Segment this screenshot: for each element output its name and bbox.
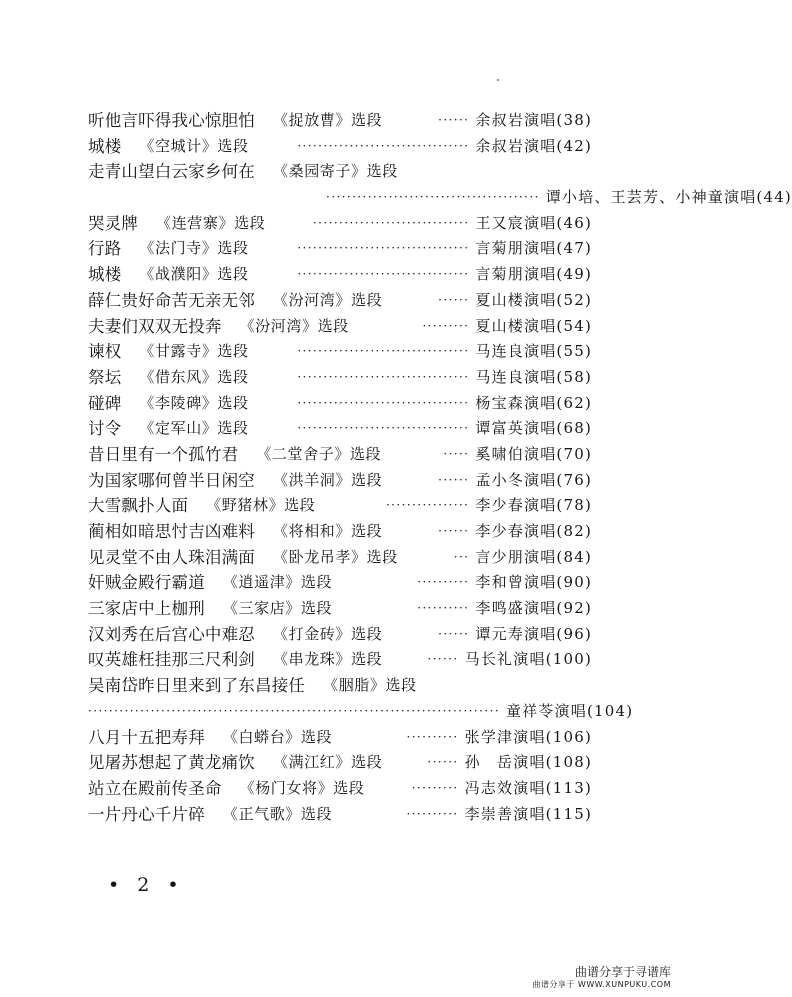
entry-performer-page: 马连良演唱(55)	[475, 342, 592, 361]
leader-dots: ······························	[312, 215, 470, 230]
leader-dots: ·································	[297, 138, 470, 153]
toc-entry[interactable]	[88, 647, 592, 673]
leader-dots: ··········	[417, 575, 470, 590]
entry-title: 讨令	[88, 419, 122, 439]
entry-opera: 《逍遥津》选段	[222, 573, 333, 592]
scan-speck	[497, 79, 499, 81]
entry-title: 祭坛	[88, 367, 122, 387]
leader-dots: ······	[438, 113, 470, 127]
entry-title: 吴南岱昨日里来到了东昌接任	[88, 676, 306, 696]
leader-dots: ·································	[297, 395, 470, 410]
leader-dots: ··········	[406, 806, 459, 821]
entry-performer-page: 谭小培、王芸芳、小神童演唱(44)	[545, 188, 792, 207]
entry-performer-page: 孟小冬演唱(76)	[475, 470, 592, 489]
leader-dots: ······	[438, 626, 470, 641]
entry-opera: 《卧龙吊孝》选段	[273, 547, 398, 566]
leader-dots: ·································	[297, 241, 470, 256]
leader-dots: ··········	[406, 729, 459, 744]
toc-entry[interactable]	[88, 262, 592, 288]
entry-opera: 《法门寺》选段	[139, 239, 249, 258]
entry-opera: 《空城计》选段	[139, 136, 249, 155]
entry-performer-page: 马长礼演唱(100)	[464, 650, 592, 669]
toc-entry[interactable]	[88, 288, 592, 314]
toc-entry[interactable]	[88, 802, 592, 828]
toc-entry[interactable]	[88, 211, 592, 237]
toc-entry[interactable]	[88, 468, 592, 494]
entry-performer-page: 李少春演唱(82)	[475, 522, 592, 540]
entry-title: 薛仁贵好命苦无亲无邻	[88, 290, 255, 310]
leader-dots: ······	[438, 472, 470, 487]
table-of-contents	[88, 108, 792, 827]
entry-performer-page: 张学津演唱(106)	[464, 727, 592, 746]
toc-entry[interactable]	[88, 776, 592, 802]
entry-title: 夫妻们双双无投奔	[88, 316, 222, 336]
entry-title: 为国家哪何曾半日闲空	[88, 470, 255, 490]
entry-title: 昔日里有一个孤竹君	[88, 444, 239, 464]
entry-performer-page: 余叔岩演唱(38)	[475, 111, 592, 129]
toc-entry-continuation[interactable]	[88, 699, 634, 725]
entry-performer-page: 李崇善演唱(115)	[464, 804, 592, 823]
entry-title: 奸贼金殿行霸道	[88, 573, 205, 593]
leader-dots: ······	[438, 524, 470, 538]
entry-opera: 《野猪林》选段	[206, 496, 316, 515]
entry-title: 听他言吓得我心惊胆怕	[88, 111, 255, 130]
entry-performer-page: 杨宝森演唱(62)	[475, 393, 592, 412]
entry-opera: 《借东风》选段	[139, 367, 249, 386]
entry-opera: 《白蟒台》选段	[222, 727, 333, 746]
entry-opera: 《洪羊洞》选段	[273, 470, 383, 489]
entry-opera: 《连营寨》选段	[156, 213, 266, 232]
entry-opera: 《满江红》选段	[273, 753, 383, 772]
entry-opera: 《正气歌》选段	[222, 804, 333, 823]
leader-dots: ·········	[422, 318, 470, 333]
entry-opera: 《甘露寺》选段	[139, 342, 249, 361]
entry-performer-page: 王又宸演唱(46)	[475, 213, 592, 232]
entry-opera: 《捉放曹》选段	[273, 111, 383, 129]
toc-entry[interactable]	[88, 519, 592, 545]
entry-opera: 《战濮阳》选段	[139, 265, 249, 284]
entry-opera: 《桑园寄子》选段	[273, 162, 398, 181]
toc-entry[interactable]	[88, 236, 592, 262]
entry-opera: 《打金砖》选段	[273, 624, 383, 643]
leader-dots: ······	[427, 755, 459, 770]
leader-dots: ···	[453, 549, 470, 564]
entry-opera: 《汾河湾》选段	[239, 316, 349, 335]
entry-title: 八月十五把寿拜	[88, 727, 205, 747]
toc-entry[interactable]	[88, 108, 592, 134]
entry-opera: 《定军山》选段	[139, 419, 249, 438]
entry-opera: 《将相和》选段	[273, 522, 383, 540]
leader-dots: ·································	[297, 421, 470, 436]
toc-entry[interactable]	[88, 545, 592, 571]
leader-dots: ·········	[411, 780, 459, 795]
leader-dots: ······	[438, 292, 470, 307]
entry-title: 碰碑	[88, 393, 122, 413]
entry-title: 谏权	[88, 342, 122, 362]
toc-entry-continuation[interactable]	[88, 185, 792, 211]
entry-opera: 《李陵碑》选段	[139, 393, 249, 412]
toc-entry[interactable]	[88, 365, 592, 391]
toc-entry[interactable]	[88, 570, 592, 596]
entry-performer-page: 余叔岩演唱(42)	[475, 136, 592, 155]
entry-performer-page: 谭富英演唱(68)	[475, 419, 592, 438]
watermark	[532, 964, 671, 990]
entry-opera: 《串龙珠》选段	[273, 650, 383, 669]
entry-title: 汉刘秀在后宫心中难忍	[88, 624, 255, 644]
leader-dots: ················	[385, 498, 470, 513]
entry-performer-page: 言菊朋演唱(49)	[475, 265, 592, 284]
toc-entry[interactable]	[88, 134, 592, 160]
toc-entry[interactable]	[88, 339, 592, 365]
entry-performer-page: 奚啸伯演唱(70)	[475, 444, 592, 463]
entry-opera: 《三家店》选段	[222, 599, 333, 618]
leader-dots: ·································	[297, 344, 470, 359]
leader-dots: ·····	[443, 446, 470, 461]
leader-dots: ·································	[297, 267, 470, 282]
toc-entry[interactable]	[88, 725, 592, 751]
toc-entry[interactable]	[88, 596, 592, 622]
entry-performer-page: 马连良演唱(58)	[475, 367, 592, 386]
leader-dots: ··········	[417, 601, 470, 616]
leader-dots: ······	[427, 652, 459, 667]
entry-opera: 《胭脂》选段	[323, 676, 417, 695]
entry-title: 走青山望白云家乡何在	[88, 162, 255, 182]
toc-entry[interactable]	[88, 493, 592, 519]
leader-dots: ·········································	[326, 190, 540, 205]
entry-title: 叹英雄枉挂那三尺利剑	[88, 650, 255, 670]
watermark-text: 曲谱分享于寻谱库	[574, 965, 671, 979]
entry-performer-page: 童祥苓演唱(104)	[505, 701, 634, 720]
entry-performer-page: 孙 岳演唱(108)	[464, 753, 592, 772]
entry-title: 城楼	[88, 136, 122, 156]
toc-entry[interactable]	[88, 159, 592, 185]
entry-opera: 《杨门女将》选段	[239, 778, 365, 797]
toc-entry[interactable]	[88, 314, 592, 340]
entry-title: 哭灵牌	[88, 213, 139, 233]
toc-entry[interactable]	[88, 442, 592, 468]
entry-performer-page: 李和曾演唱(90)	[475, 573, 592, 592]
entry-title: 一片丹心千片碎	[88, 804, 205, 824]
leader-dots: ···············································································	[88, 703, 500, 718]
entry-performer-page: 李少春演唱(78)	[475, 496, 592, 515]
toc-entry[interactable]	[88, 750, 592, 776]
entry-title: 大雪飘扑人面	[88, 496, 189, 516]
toc-entry[interactable]	[88, 416, 592, 442]
entry-title: 站立在殿前传圣命	[88, 778, 222, 798]
entry-performer-page: 夏山楼演唱(54)	[475, 316, 592, 335]
entry-opera: 《二堂舍子》选段	[256, 444, 382, 463]
entry-performer-page: 谭元寿演唱(96)	[475, 624, 592, 643]
leader-dots: ·································	[297, 369, 470, 384]
toc-entry[interactable]	[88, 391, 592, 417]
entry-title: 行路	[88, 239, 122, 259]
watermark-url: 曲谱分享于 WWW.XUNPUKU.COM	[532, 980, 671, 989]
entry-performer-page: 夏山楼演唱(52)	[475, 290, 592, 309]
toc-entry[interactable]	[88, 622, 592, 648]
entry-title: 蔺相如暗思忖吉凶难料	[88, 522, 255, 541]
entry-performer-page: 言少朋演唱(84)	[475, 547, 592, 566]
entry-performer-page: 冯志效演唱(113)	[464, 778, 592, 797]
entry-title: 见灵堂不由人珠泪满面	[88, 547, 255, 567]
entry-performer-page: 言菊朋演唱(47)	[475, 239, 592, 258]
entry-title: 见屠苏想起了黄龙痛饮	[88, 753, 255, 773]
entry-performer-page: 李鸣盛演唱(92)	[475, 599, 592, 618]
entry-title: 三家店中上枷刑	[88, 599, 205, 619]
page-number: • 2 •	[108, 874, 185, 896]
toc-entry[interactable]	[88, 673, 592, 699]
entry-opera: 《汾河湾》选段	[273, 290, 383, 309]
entry-title: 城楼	[88, 265, 122, 285]
